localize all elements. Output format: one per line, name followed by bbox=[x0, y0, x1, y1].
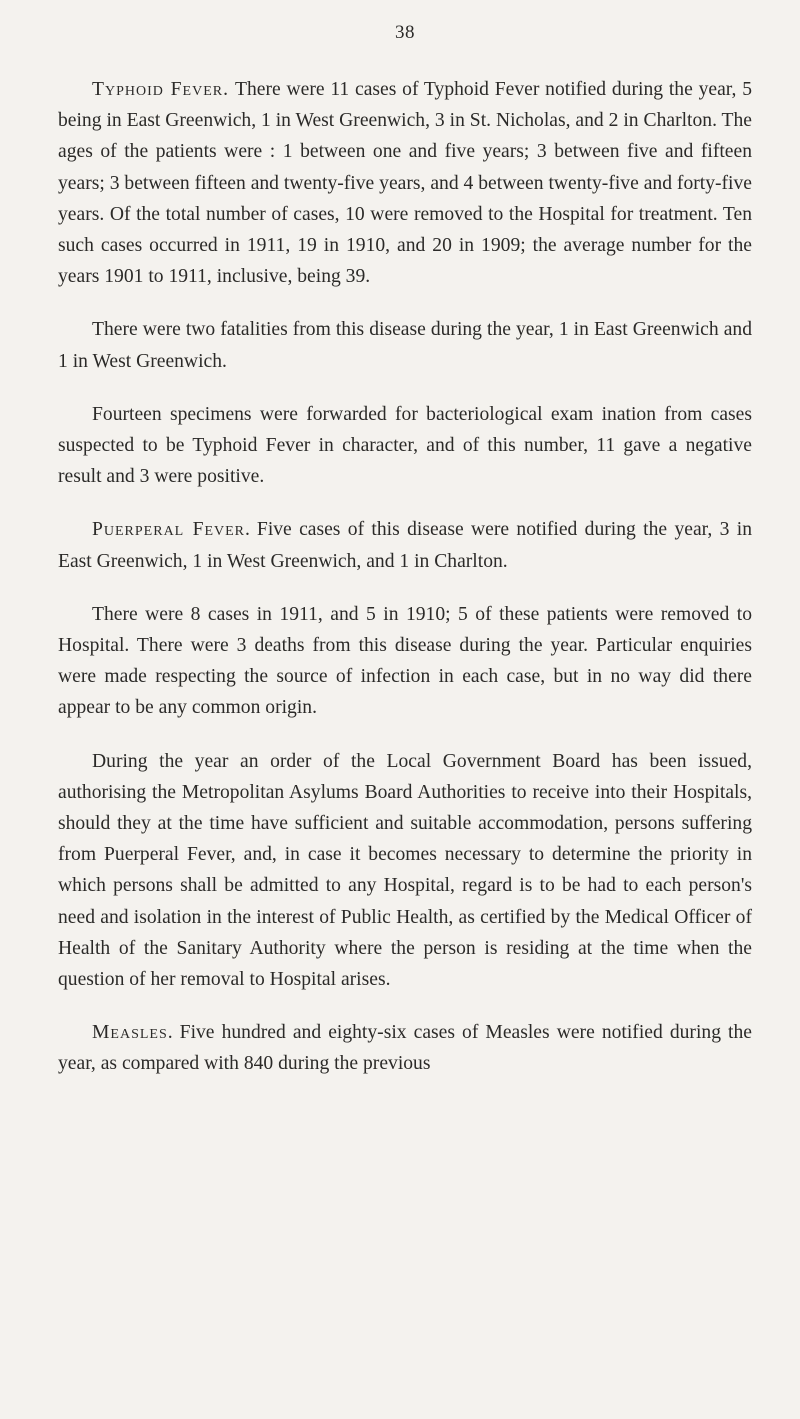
puerperal-paragraph-1 bbox=[58, 514, 752, 576]
page-number: 38 bbox=[395, 22, 415, 43]
measles-paragraph-1 bbox=[58, 1017, 752, 1079]
typhoid-paragraph-3: Fourteen specimens were forwarded for bacteriological exam ination from cases suspected to be Typhoid Fever in character, and of this number, 11 gave a negative result and 3 were positive. bbox=[58, 403, 752, 488]
measles-heading: Measles. bbox=[92, 1022, 174, 1044]
typhoid-paragraph-1 bbox=[58, 74, 752, 292]
measles-text-1: Five hundred and eighty-six cases of Measles were notified during the year, as compared with 840 during the previous bbox=[58, 1022, 752, 1075]
typhoid-text-1: There were 11 cases of Typhoid Fever notified during the year, 5 being in East Greenwich, 1 in West Greenwich, 3 in St. Nicholas, and 2 in Charlton. The ages of the patients were : 1 between one and five years; 3 between five and fifteen years; 3 between fifteen and twenty-five years, and 4 between twenty-five and forty-five years. Of the total number of cases, 10 were removed to the Hospital for treatment. Ten such cases occurred in 1911, 19 in 1910, and 20 in 1909; the average number for the years 1901 to 1911, inclusive, being 39. bbox=[58, 79, 752, 288]
puerperal-heading: Puerperal Fever. bbox=[92, 519, 251, 541]
typhoid-heading: Typhoid Fever. bbox=[92, 79, 230, 100]
puerperal-paragraph-2: There were 8 cases in 1911, and 5 in 1910; 5 of these patients were removed to Hospital. There were 3 deaths from this disease during the year. Particular enquiries were made respecting the source of infection in each case, but in no way did there appear to be any common origin. bbox=[58, 603, 752, 719]
puerperal-text-1: Five cases of this disease were notified during the year, 3 in East Greenwich, 1 in West Greenwich, and 1 in Charlton. bbox=[58, 519, 752, 572]
puerperal-paragraph-3: During the year an order of the Local Government Board has been issued, authorising the Metropolitan Asylums Board Authorities to receive into their Hospitals, should they at the time have sufficient and suitable accommodation, persons suffering from Puerperal Fever, and, in case it becomes necessary to determine the priority in which persons shall be admitted to any Hospital, regard is to be had to each person's need and isolation in the interest of Public Health, as certified by the Medical Officer of Health of the Sanitary Authority where the person is residing at the time when the question of her removal to Hospital arises. bbox=[58, 750, 752, 991]
typhoid-paragraph-2: There were two fatalities from this disease during the year, 1 in East Greenwich and 1 in West Greenwich. bbox=[58, 319, 752, 372]
